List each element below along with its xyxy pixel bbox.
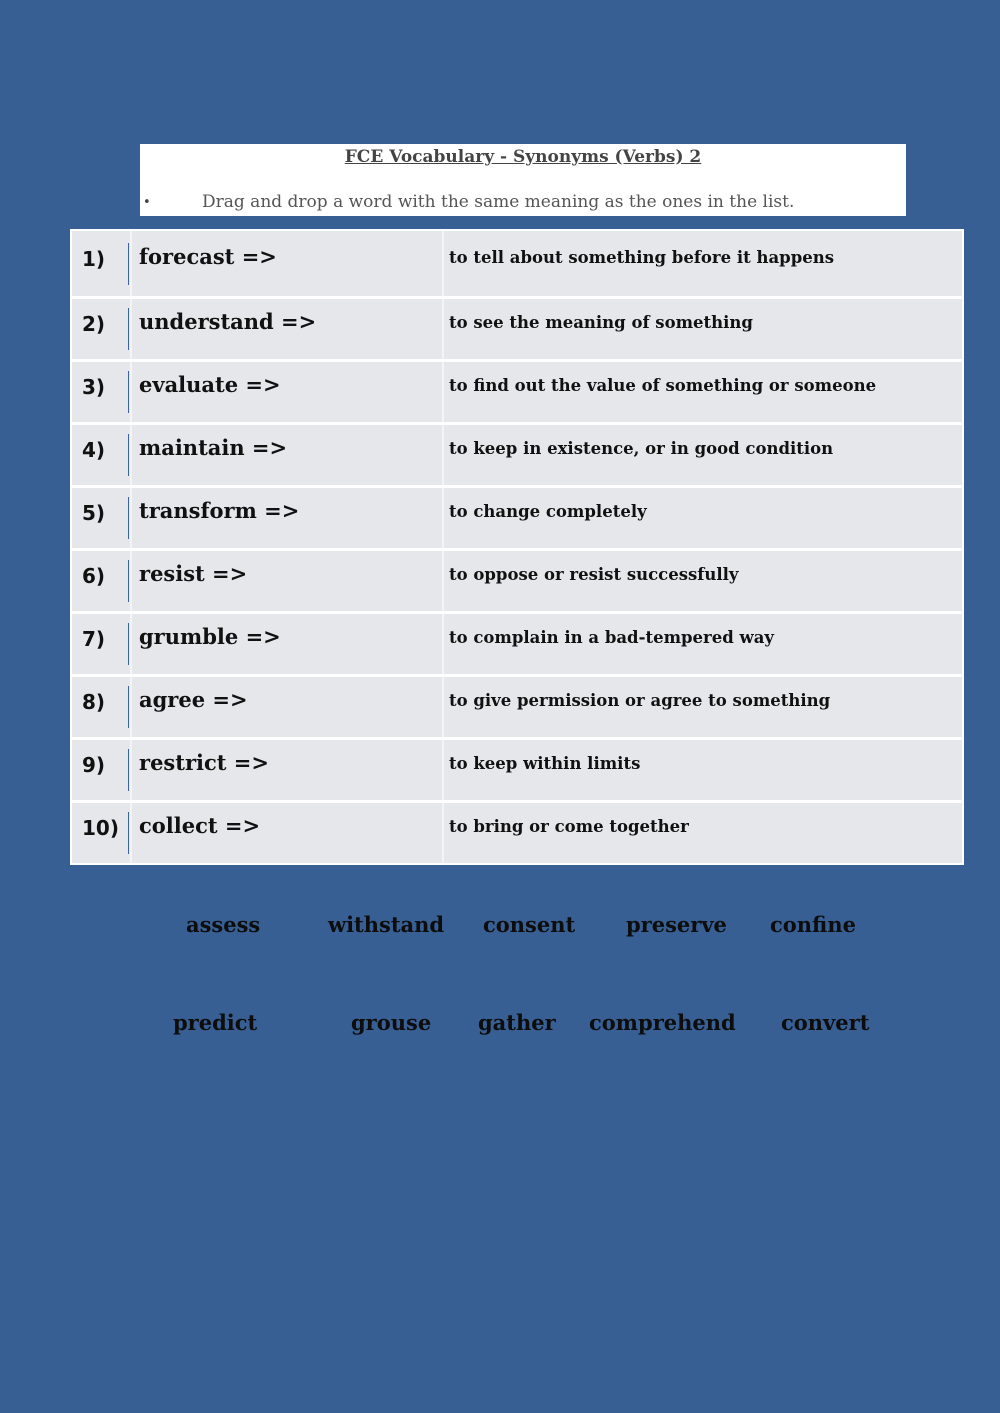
row-divider xyxy=(128,812,129,854)
vocabulary-table xyxy=(70,229,964,865)
instruction-text: Drag and drop a word with the same meaning as the ones in the list. xyxy=(202,192,795,212)
word-chip-convert[interactable]: convert xyxy=(781,1010,870,1035)
row-divider xyxy=(128,560,129,602)
row-word: resist => xyxy=(139,561,248,586)
row-number: 5) xyxy=(82,501,106,525)
word-chip-confine[interactable]: confine xyxy=(770,912,856,937)
row-definition: to keep within limits xyxy=(449,754,641,773)
word-chip-comprehend[interactable]: comprehend xyxy=(589,1010,736,1035)
row-definition: to bring or come together xyxy=(449,817,689,836)
table-row xyxy=(72,803,962,863)
table-row xyxy=(72,231,962,296)
word-chip-assess[interactable]: assess xyxy=(186,912,261,937)
row-number: 6) xyxy=(82,564,106,588)
word-chip-predict[interactable]: predict xyxy=(173,1010,258,1035)
row-divider xyxy=(128,243,129,285)
row-definition: to change completely xyxy=(449,502,647,521)
table-row xyxy=(72,299,962,359)
row-word: understand => xyxy=(139,309,317,334)
row-definition: to complain in a bad-tempered way xyxy=(449,628,775,647)
row-word: agree => xyxy=(139,687,248,712)
row-definition: to keep in existence, or in good condition xyxy=(449,439,834,458)
row-number: 9) xyxy=(82,753,106,777)
row-number: 8) xyxy=(82,690,106,714)
row-divider xyxy=(128,497,129,539)
table-row xyxy=(72,488,962,548)
row-divider xyxy=(128,371,129,413)
table-row xyxy=(72,425,962,485)
row-word: forecast => xyxy=(139,244,277,269)
row-word: restrict => xyxy=(139,750,269,775)
row-divider xyxy=(128,686,129,728)
row-definition: to tell about something before it happens xyxy=(449,248,835,267)
page-title: FCE Vocabulary - Synonyms (Verbs) 2 xyxy=(344,147,702,167)
row-divider xyxy=(128,749,129,791)
row-word: maintain => xyxy=(139,435,288,460)
word-chip-preserve[interactable]: preserve xyxy=(626,912,727,937)
row-definition: to see the meaning of something xyxy=(449,313,753,332)
instructions-box xyxy=(140,144,906,216)
row-number: 10) xyxy=(82,816,119,840)
row-word: transform => xyxy=(139,498,300,523)
row-definition: to find out the value of something or someone xyxy=(449,376,877,395)
word-chip-consent[interactable]: consent xyxy=(483,912,576,937)
table-row xyxy=(72,551,962,611)
row-number: 4) xyxy=(82,438,106,462)
word-chip-gather[interactable]: gather xyxy=(478,1010,556,1035)
row-divider xyxy=(128,623,129,665)
row-definition: to oppose or resist successfully xyxy=(449,565,739,584)
row-word: collect => xyxy=(139,813,261,838)
word-chip-withstand[interactable]: withstand xyxy=(328,912,445,937)
row-word: grumble => xyxy=(139,624,281,649)
row-number: 7) xyxy=(82,627,106,651)
table-row xyxy=(72,362,962,422)
row-number: 1) xyxy=(82,247,106,271)
row-word: evaluate => xyxy=(139,372,281,397)
table-row xyxy=(72,677,962,737)
word-chip-grouse[interactable]: grouse xyxy=(351,1010,432,1035)
row-divider xyxy=(128,434,129,476)
row-number: 2) xyxy=(82,312,106,336)
row-definition: to give permission or agree to something xyxy=(449,691,831,710)
table-row xyxy=(72,614,962,674)
bullet-icon: • xyxy=(143,195,151,210)
row-number: 3) xyxy=(82,375,106,399)
row-divider xyxy=(128,308,129,350)
table-row xyxy=(72,740,962,800)
